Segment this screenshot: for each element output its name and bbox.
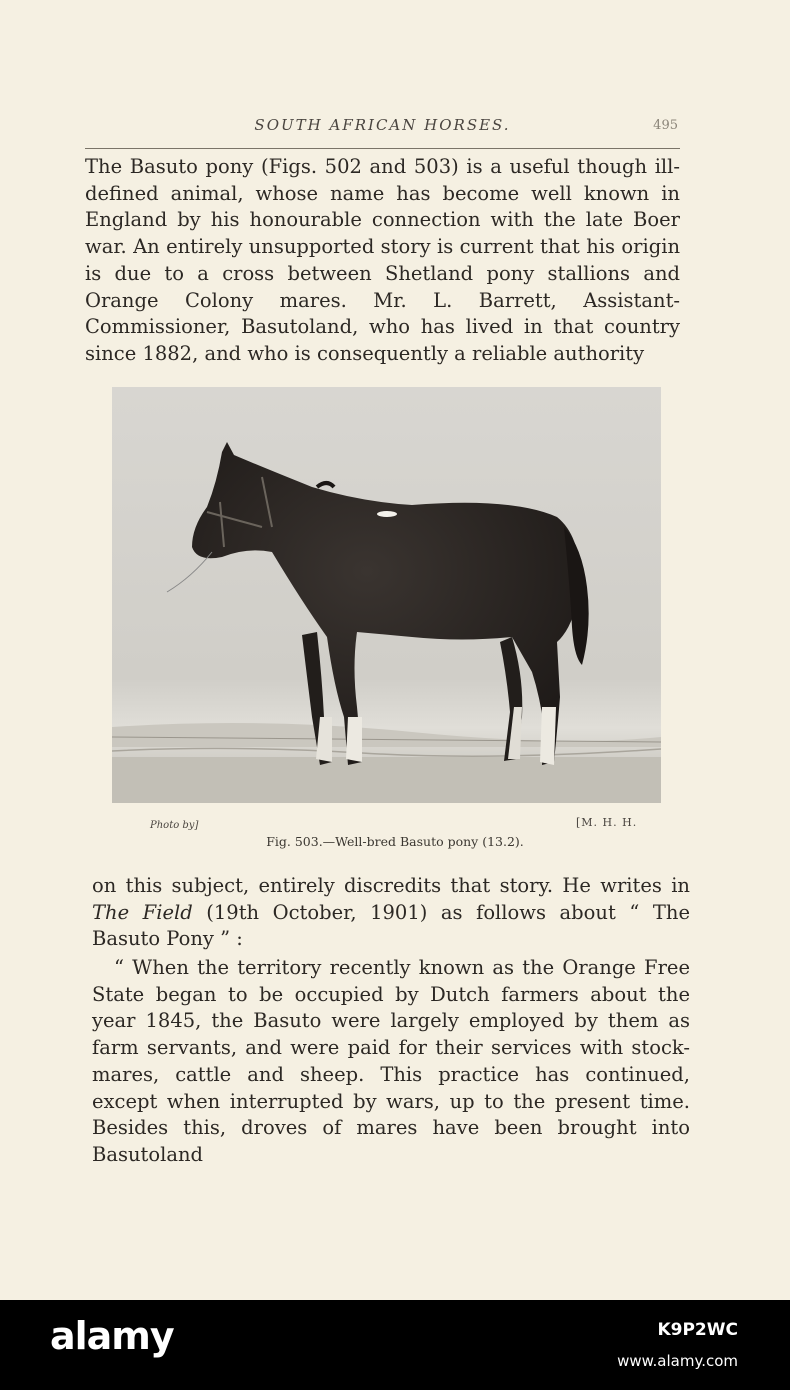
alamy-logo: alamy — [50, 1314, 174, 1358]
page-number: 495 — [653, 118, 678, 133]
header-rule — [85, 148, 680, 149]
paragraph-3: “ When the territory recently known as the Orange Free State began to be occupied by Dutch farmers about the year 1845, the Basuto were largely employed by them as farm servants, and were paid for their services with stock-mares, cattle and sheep. This practice has continued, except when interrupted by wars, up to the present time. Besides this, droves of mares have been brought into Basutoland — [92, 956, 690, 1166]
paragraph-2-text-b: (19th October, 1901) as follows about “ The Basuto Pony ” : — [92, 900, 690, 951]
running-title: SOUTH AFRICAN HORSES. — [254, 116, 511, 134]
journal-title: The Field — [92, 900, 193, 924]
photo-credit-left: Photo by] — [150, 820, 199, 831]
paragraph-1: The Basuto pony (Figs. 502 and 503) is a useful though ill-defined animal, whose name has become well known in England by his honourable connection with the late Boer war. An entirely unsupported story is current that his origin is due to a cross between Shetland pony stallions and Orange Colony mares. Mr. L. Barrett, Assistant-Commissioner, Basutoland, who has lived in that country since 1882, and who is consequently a reliable authority — [85, 155, 680, 365]
figure-caption: Fig. 503.—Well-bred Basuto pony (13.2). — [266, 834, 524, 849]
paragraph-2 — [92, 873, 690, 953]
paragraph-2-text-a: on this subject, entirely discredits that story. He writes in — [92, 874, 690, 897]
watermark-footer — [0, 1300, 790, 1390]
photo-credit-right: [M. H. H. — [576, 816, 638, 829]
running-head — [85, 116, 680, 138]
image-id: K9P2WC — [657, 1320, 738, 1340]
site-url: www.alamy.com — [617, 1352, 738, 1370]
horse-photograph — [112, 387, 661, 803]
